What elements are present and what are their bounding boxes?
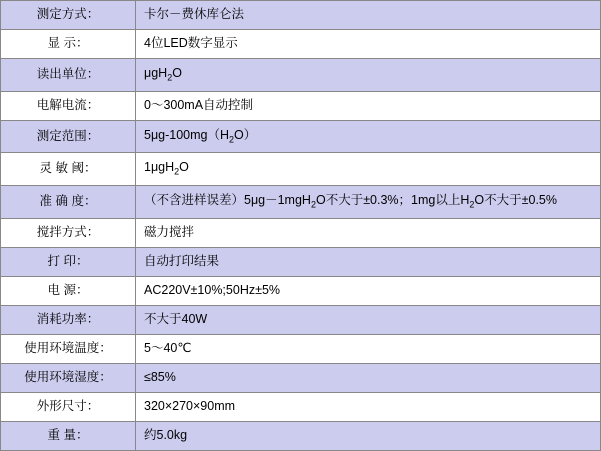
spec-label: 电 源： xyxy=(1,276,136,305)
spec-value: 1μgH$_2$O xyxy=(136,153,601,186)
table-row xyxy=(1,247,601,276)
spec-value: 0～300mA自动控制 xyxy=(136,91,601,120)
spec-label: 灵 敏 阈： xyxy=(1,153,136,186)
spec-value: 5～40℃ xyxy=(136,334,601,363)
spec-value: 不大于40W xyxy=(136,305,601,334)
table-row xyxy=(1,1,601,30)
table-row xyxy=(1,305,601,334)
table-row xyxy=(1,120,601,153)
spec-label: 使用环境温度： xyxy=(1,334,136,363)
spec-label: 测定方式： xyxy=(1,1,136,30)
spec-label: 准 确 度： xyxy=(1,186,136,219)
table-row xyxy=(1,186,601,219)
spec-label: 使用环境湿度： xyxy=(1,363,136,392)
table-row xyxy=(1,392,601,421)
spec-label: 打 印： xyxy=(1,247,136,276)
table-row xyxy=(1,153,601,186)
spec-value: 自动打印结果 xyxy=(136,247,601,276)
spec-label: 读出单位： xyxy=(1,59,136,92)
spec-label: 外形尺寸： xyxy=(1,392,136,421)
spec-value: 卡尔－费休库仑法 xyxy=(136,1,601,30)
specification-table-body xyxy=(1,1,601,451)
table-row xyxy=(1,91,601,120)
spec-value: μgH$_2$O xyxy=(136,59,601,92)
spec-value: 磁力搅拌 xyxy=(136,218,601,247)
spec-label: 重 量： xyxy=(1,421,136,450)
spec-value: ≤85% xyxy=(136,363,601,392)
table-row xyxy=(1,334,601,363)
spec-value: AC220V±10%;50Hz±5% xyxy=(136,276,601,305)
spec-label: 测定范围： xyxy=(1,120,136,153)
spec-value: （不含进样误差）5μg－1mgH$_2$O不大于±0.3%；1mg以上$H_2O$不大于±0.5% xyxy=(136,186,601,219)
table-row xyxy=(1,276,601,305)
spec-value: 320×270×90mm xyxy=(136,392,601,421)
table-row xyxy=(1,363,601,392)
spec-value: 4位LED数字显示 xyxy=(136,30,601,59)
spec-label: 消耗功率： xyxy=(1,305,136,334)
spec-value: $5\mu g-100mg(H_2O)$ xyxy=(136,120,601,153)
table-row xyxy=(1,421,601,450)
table-row xyxy=(1,59,601,92)
spec-label: 显 示： xyxy=(1,30,136,59)
spec-label: 搅拌方式： xyxy=(1,218,136,247)
table-row xyxy=(1,30,601,59)
table-row xyxy=(1,218,601,247)
spec-label: 电解电流： xyxy=(1,91,136,120)
spec-value: 约5.0kg xyxy=(136,421,601,450)
